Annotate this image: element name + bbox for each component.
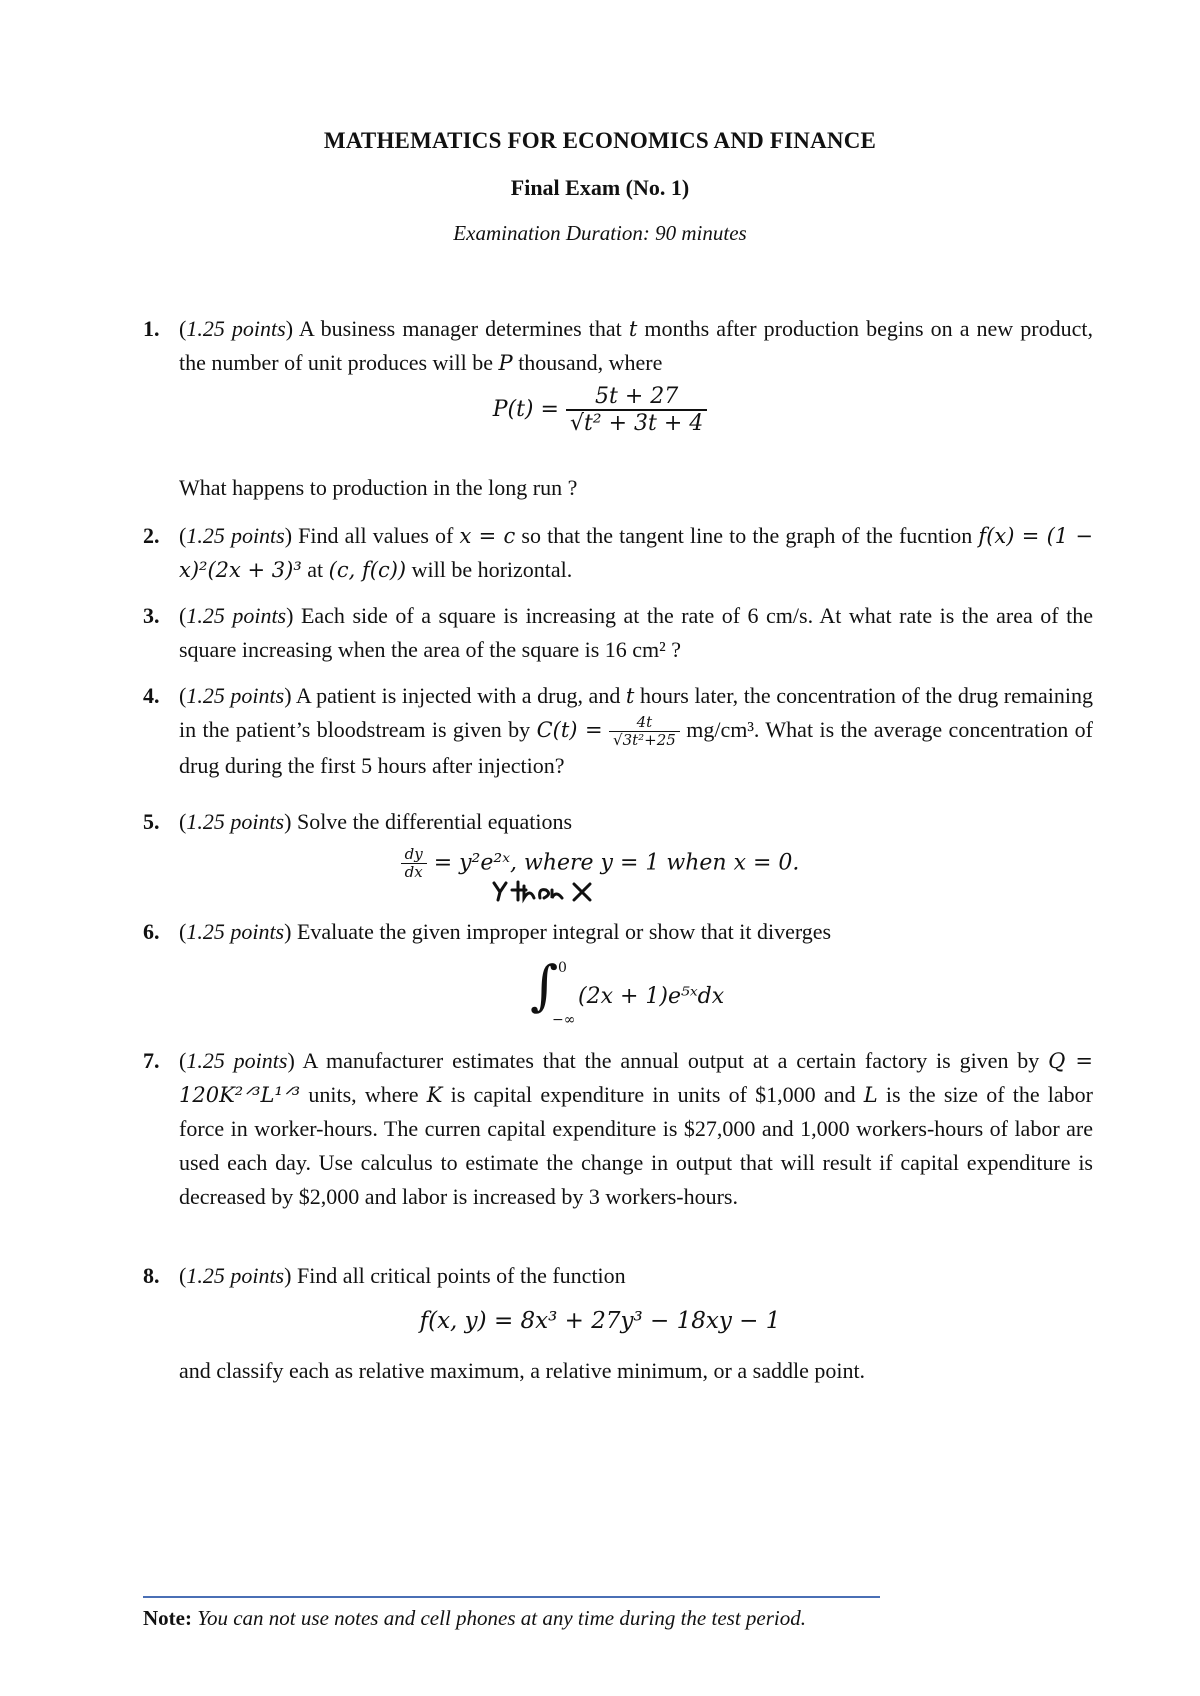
- question-number: 6.: [143, 919, 160, 944]
- math-expression: Q = 120K²ᐟ³L¹ᐟ³: [179, 1049, 1093, 1107]
- handwritten-annotation: [490, 878, 600, 904]
- question-text: at: [307, 557, 324, 582]
- question-points: 1.25 points: [186, 683, 285, 708]
- question-points: 1.25 points: [186, 523, 285, 548]
- fraction-numerator: 4t: [609, 714, 680, 732]
- question-7: 7. (1.25 points) A manufacturer estimates that the annual output at a certain factory is given by Q = 120K²ᐟ³L¹ᐟ³ units, where K is capital expenditure in units of $1,000 and L is the size of the labor force in worker-hours. The curren capital expenditure is $27,000 and 1,000 workers-hours of labor are used each day. Use calculus to estimate the change in output that will result if capital expenditure is decreased by $2,000 and labor is increased by 3 workers-hours.: [143, 1044, 1093, 1214]
- note-label: Note:: [143, 1606, 192, 1630]
- question-text: What happens to production in the long run ?: [179, 475, 578, 500]
- question-points: 1.25 points: [186, 809, 285, 834]
- note-divider: [143, 1596, 880, 1598]
- exam-subtitle: Final Exam (No. 1): [510, 175, 690, 200]
- integral-upper-limit: 0: [558, 960, 567, 976]
- formula-critical-points: [0, 1308, 1200, 1334]
- question-8: 8. (1.25 points) Find all critical points of the function: [143, 1259, 1093, 1293]
- question-number: 3.: [143, 603, 160, 628]
- question-text: hours later, the concentration of the drug remaining in the patient’s bloodstream is given by: [179, 683, 1093, 742]
- question-4: 4. (1.25 points) A patient is injected with a drug, and t hours later, the concentration of the drug remaining in the patient’s bloodstream is given by C(t) = $\frac{4t}{\text{√3t²+25}}$ mg/cm³. What is the average concentration of drug during the first 5 hours after injection?: [143, 679, 1093, 783]
- integrand: (2x + 1)e⁵ˣdx: [578, 984, 725, 1009]
- exam-title: MATHEMATICS FOR ECONOMICS AND FINANCE: [323, 128, 877, 153]
- question-5: 5. (1.25 points) Solve the differential equations: [143, 805, 1093, 839]
- question-points: 1.25 points: [186, 603, 287, 628]
- math-expression: x = c: [459, 524, 516, 548]
- question-2: 2. (1.25 points) Find all values of x = c so that the tangent line to the graph of the fucntion f(x) = (1 − x)²(2x + 3)³ at (c, f(c)) will be horizontal.: [143, 519, 1093, 587]
- math-expression: f(x) = (1 − x)²(2x + 3)³: [179, 524, 1094, 582]
- integral-lower-limit: −∞: [552, 1012, 576, 1028]
- footer-note: [143, 1606, 806, 1631]
- math-variable: K: [426, 1083, 443, 1107]
- formula-denominator: √t² + 3t + 4: [569, 411, 704, 436]
- question-points: 1.25 points: [186, 1263, 285, 1288]
- formula-body: f(x, y) = 8x³ + 27y³ − 18xy − 1: [419, 1308, 781, 1334]
- math-variable: t: [628, 317, 638, 341]
- question-text: Find all critical points of the function: [296, 1263, 626, 1288]
- integral-sign: ∫: [530, 954, 559, 1017]
- question-text: is capital expenditure in units of $1,000 and: [450, 1082, 856, 1107]
- question-text: and classify each as relative maximum, a relative minimum, or a saddle point.: [179, 1358, 866, 1383]
- math-expression: C(t) =: [536, 718, 603, 742]
- fraction-denominator: dx: [404, 863, 423, 881]
- fraction-denominator: √3t²+25: [613, 731, 676, 750]
- question-text: Solve the differential equations: [296, 809, 573, 834]
- question-number: 1.: [143, 316, 160, 341]
- question-text: What is the average concentration of drug during the first 5 hours after injection?: [179, 717, 1093, 779]
- question-number: 4.: [143, 683, 160, 708]
- math-variable: P: [498, 351, 513, 375]
- math-variable: t: [625, 684, 635, 708]
- question-number: 5.: [143, 809, 160, 834]
- question-points: 1.25 points: [186, 919, 285, 944]
- question-text: A business manager determines that: [298, 316, 622, 341]
- question-number: 2.: [143, 523, 160, 548]
- note-text: You can not use notes and cell phones at any time during the test period.: [197, 1606, 806, 1630]
- formula-numerator: 5t + 27: [566, 384, 707, 411]
- question-text: is the size of the labor force in worker-hours. The curren capital expenditure is $27,000 and 1,000 workers-hours of labor are used each day. Use calculus to estimate the change in output that will result if capital expenditure is decreased by $2,000 and labor is increased by 3 workers-hours.: [179, 1082, 1094, 1209]
- question-text: months after production begins on a new product, the number of unit produces will be: [179, 316, 1093, 375]
- question-text: so that the tangent line to the graph of the fucntion: [521, 523, 973, 548]
- formula-production: [0, 384, 1200, 436]
- question-1-followup: [143, 471, 1093, 505]
- question-points: 1.25 points: [186, 1048, 288, 1073]
- question-points: 1.25 points: [186, 316, 286, 341]
- question-text: Evaluate the given improper integral or show that it diverges: [296, 919, 832, 944]
- question-text: A patient is injected with a drug, and: [295, 683, 621, 708]
- formula-integral: [530, 954, 790, 1030]
- question-8-followup: [143, 1354, 1093, 1388]
- question-text: A manufacturer estimates that the annual output at a certain factory is given by: [302, 1048, 1040, 1073]
- formula-body: = y²e²ˣ, where y = 1 when x = 0.: [433, 850, 800, 876]
- concentration-unit: mg/cm³.: [686, 717, 760, 742]
- question-3: 3. (1.25 points) Each side of a square is increasing at the rate of 6 cm/s. At what rate is the area of the square increasing when the area of the square is 16 cm² ?: [143, 599, 1093, 667]
- fraction-numerator: dy: [401, 846, 427, 864]
- question-6: 6. (1.25 points) Evaluate the given improper integral or show that it diverges: [143, 915, 1093, 949]
- exam-duration: Examination Duration: 90 minutes: [453, 221, 747, 245]
- question-text: Find all values of: [298, 523, 454, 548]
- question-number: 7.: [143, 1048, 160, 1073]
- question-1: 1. (1.25 points) A business manager determines that t months after production begins on a new product, the number of unit produces will be P thousand, where: [143, 312, 1093, 380]
- math-expression: (c, f(c)): [328, 558, 407, 582]
- formula-lhs: P(t) =: [492, 397, 559, 422]
- question-text: units, where: [308, 1082, 419, 1107]
- question-text: Each side of a square is increasing at the rate of 6 cm/s. At what rate is the area of the square increasing when the area of the square is 16 cm² ?: [179, 603, 1093, 662]
- question-number: 8.: [143, 1263, 160, 1288]
- question-text: will be horizontal.: [411, 557, 573, 582]
- question-text: thousand, where: [518, 350, 663, 375]
- formula-differential: [0, 846, 1200, 881]
- math-variable: L: [863, 1083, 878, 1107]
